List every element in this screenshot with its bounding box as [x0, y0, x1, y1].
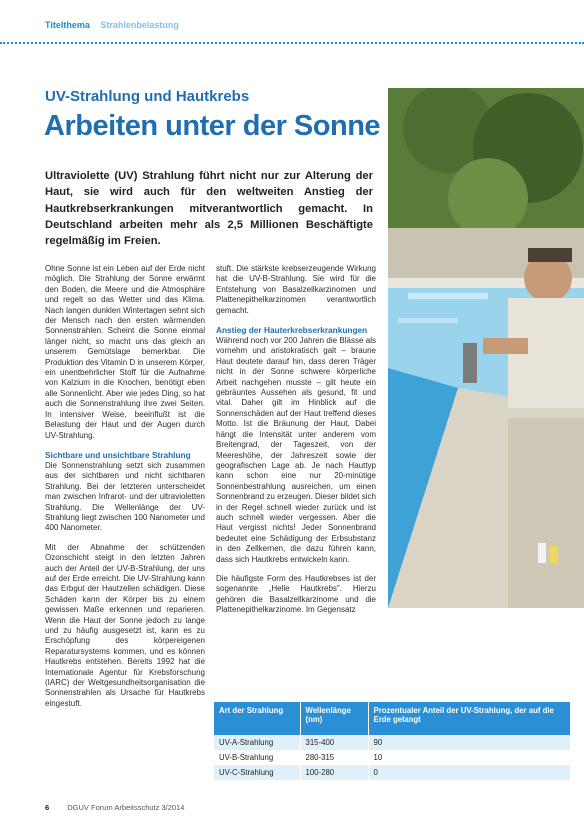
table-row — [214, 735, 570, 750]
paragraph: Ohne Sonne ist ein Leben auf der Erde nicht möglich. Die Strahlung der Sonne erwärmt den Boden, die Meere und die Atmosphäre und regelt so das Wetter und das Klima. Nach langen dunklen Wintertagen sehnt sich der Mensch nach den ersten wärmenden Sonnenstrahlen. Scheint die Sonne einmal länger nicht, so macht uns das gleich an unserem Gemütslage bemerkbar. Die Produktion des Vitamin D in unserem Körper, ein unentbehrlicher Stoff für die Aufnahme von Kalzium in die Knochen, benötigt eben alle Sonnenlicht. Aber wie jedes Ding, so hat auch die Sonnenstrahlung ihre zwei Seiten. In intensiver Weise, beeinflußt ist die Belastung der Haut und der Augen durch UV-Strahlung. — [45, 264, 205, 440]
table-row — [214, 765, 570, 780]
paragraph: Die Sonnenstrahlung setzt sich zusammen aus der sichtbaren und nicht sichtbaren Strahlung. Bei der letzteren unterscheidet man zwischen Infrarot- und der ultravioletten Strahlung. Die Wellenlänge der UV-Strahlung liegt zwischen 100 Nanometer und 400 Nanometer. — [45, 460, 205, 533]
article-lead: Ultraviolette (UV) Strahlung führt nicht nur zur Alterung der Haut, sie wird auch für den weltweiten Anstieg der Hautkrebserkrankungen mitverantwortlich gemacht. In Deutschland arbeiten mehr als 2,5 Millionen Beschäftigte regelmäßig im Freien. — [45, 170, 373, 248]
table-cell: 0 — [368, 765, 570, 780]
subsection-label: Strahlenbelastung — [100, 20, 179, 30]
text-column-2 — [216, 264, 376, 625]
table-cell: 90 — [368, 735, 570, 750]
article-kicker: UV-Strahlung und Hautkrebs — [45, 88, 250, 105]
pool-worker-illustration — [388, 88, 584, 608]
paragraph: stuft. Die stärkste krebserzeugende Wirkung hat die UV-B-Strahlung. Sie wird für die Entstehung von Basalzellkarzinomen und Plattenepithelkarzinomen verantwortlich gemacht. — [216, 264, 376, 315]
uv-radiation-table — [214, 702, 570, 780]
paragraph: Mit der Abnahme der schützenden Ozonschicht steigt in den letzten Jahren auch der Anteil der UV-B-Strahlung, der uns auf der Erde erreicht. Die UV-Strahlung kann das Erbgut der Hautzellen schädigen. Diese Schäden kann der Körper bis zu einem gewissen Maße erkennen und reparieren. Wenn die Haut der Sonne jedoch zu lange und zu häufig ausgesetzt ist, kann es zu Erschöpfung des körpereigenen Reparatursystems kommen, und es können Hautkrebs entstehen. Bereits 1992 hat die Internationale Agentur für Krebsforschung (IARC) der Weltgesundheitsorganisation die Sonnenstrahlen als Ursache für Hautkrebs eingestuft. — [45, 542, 205, 708]
table-cell: 10 — [368, 750, 570, 765]
table-cell: UV-C-Strahlung — [214, 765, 300, 780]
subheading-visible-invisible: Sichtbare und unsichtbare Strahlung — [45, 449, 191, 460]
article-title: Arbeiten unter der Sonne — [44, 110, 381, 142]
column-header: Wellenlänge (nm) — [300, 702, 368, 735]
section-header — [45, 20, 179, 30]
column-header: Prozentualer Anteil der UV-Strahlung, der auf die Erde gelangt — [368, 702, 570, 735]
publication-name: DGUV Forum Arbeitsschutz 3/2014 — [67, 803, 185, 812]
paragraph: Die häufigste Form des Hautkrebses ist der sogenannte „Helle Hautkrebs". Hierzu gehören die Basalzellkarzinome und die Plattenepithelkarzinome. Im Gegensatz — [216, 573, 376, 615]
table-row — [214, 750, 570, 765]
paragraph: Während noch vor 200 Jahren die Blässe als vornehm und aristokratisch galt – braune Haut deutete darauf hin, dass deren Träger nicht in der Sonne schwere körperliche Arbeit nachgehen musste – gilt heute ein gebräuntes Aussehen als gesund, fit und vital. Daher gilt im Hinblick auf die Sonnenschäden auf der Haut treffend dieses Motto. Ist die Bräunung der Haut, Dabei hängt die Intensität unter anderem vom Breitengrad, der Tageszeit, von der Meereshöhe, der Jahreszeit sowie der geografischen Lage ab. Je nach Hauttyp kann schon eine nur 20-minütige Sonnenbestrahlung ausreichen, um einen Sonnenbrand zu erzeugen. Dieser bildet sich in der Regel schnell wieder zurück und ist auch schnell wieder vergessen. Aber die Haut vergisst nichts! Jeder Sonnenbrand bedeutet eine Schädigung der Erbsubstanz in den Zellkernen, die dazu führen kann, dass sich Hautkrebs entwickeln kann. — [216, 336, 376, 564]
section-label: Titelthema — [45, 20, 90, 30]
page-footer — [45, 803, 184, 812]
column-header: Art der Strahlung — [214, 702, 300, 735]
table-cell: 280-315 — [300, 750, 368, 765]
table-header-row — [214, 702, 570, 735]
article-photo — [388, 88, 584, 608]
page-number: 6 — [45, 803, 50, 812]
text-column-1 — [45, 264, 205, 718]
table-cell: 315-400 — [300, 735, 368, 750]
dotted-divider — [0, 42, 584, 44]
subheading-skin-cancer-increase: Anstieg der Hauterkrebserkrankungen — [216, 325, 368, 336]
table-cell: UV-A-Strahlung — [214, 735, 300, 750]
table-cell: 100-280 — [300, 765, 368, 780]
table-cell: UV-B-Strahlung — [214, 750, 300, 765]
